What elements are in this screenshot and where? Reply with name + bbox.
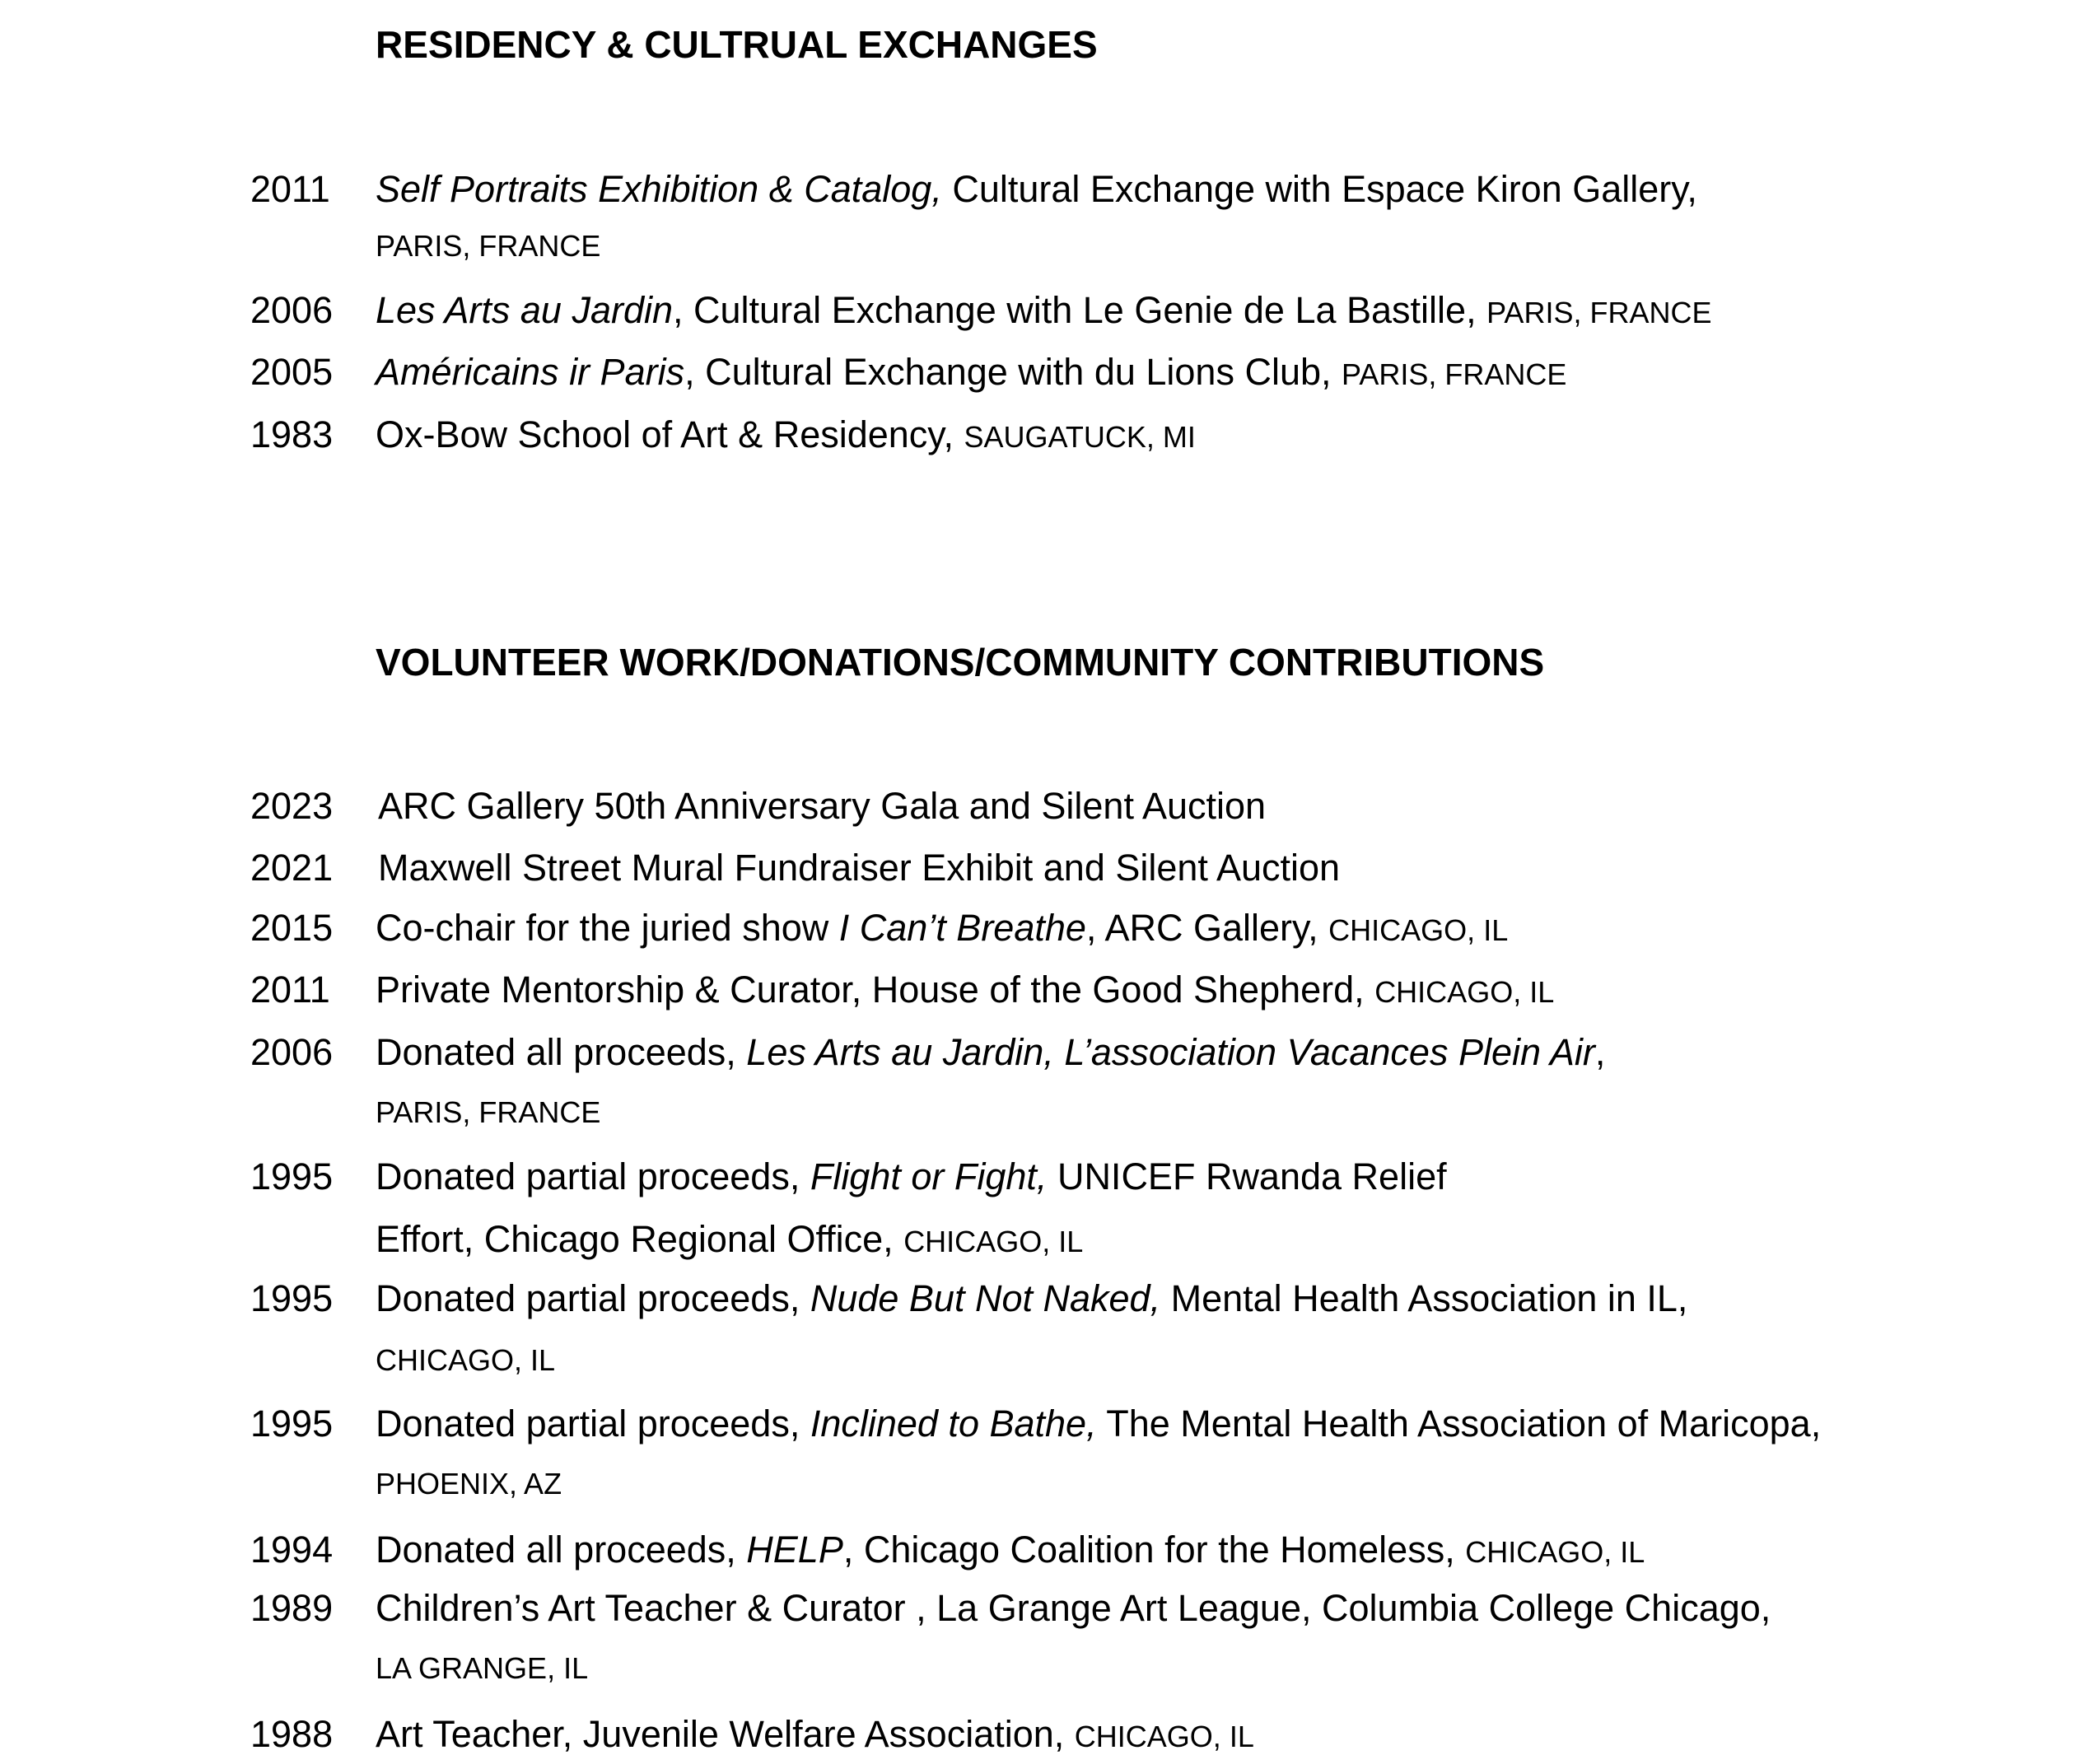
entry-location: LA GRANGE, IL <box>376 1651 589 1685</box>
entry-year: 1995 <box>250 1403 334 1445</box>
entry-location: SAUGATUCK, MI <box>964 420 1196 454</box>
entry-description: Art Teacher, Juvenile Welfare Association, <box>376 1713 1075 1755</box>
entry-year: 1989 <box>250 1587 334 1629</box>
entry-description: Private Mentorship & Curator, House of the Good Shepherd, <box>376 969 1375 1011</box>
section-heading-residency: RESIDENCY & CULTRUAL EXCHANGES <box>376 23 1098 66</box>
entry-location: PARIS, FRANCE <box>376 229 601 263</box>
entry-description: Co-chair for the juried show <box>376 907 839 949</box>
entry-year: 2011 <box>250 969 330 1011</box>
entry-location: PARIS, FRANCE <box>1342 357 1567 391</box>
entry-text <box>376 1277 1688 1319</box>
entry-description: Ox-Bow School of Art & Residency, <box>376 413 964 455</box>
entry-text <box>376 1031 1606 1073</box>
entry-location: PARIS, FRANCE <box>1486 296 1712 329</box>
entry-text <box>376 289 1712 331</box>
work-title: Self Portraits Exhibition & Catalog, <box>376 168 942 210</box>
entry-text <box>376 413 1196 455</box>
work-title: Américains ir Paris <box>376 351 685 393</box>
entry-year: 2015 <box>250 907 334 949</box>
entry-description-2: UNICEF Rwanda Relief <box>1047 1155 1447 1197</box>
entry-location: CHICAGO, IL <box>1328 913 1509 947</box>
entry-text <box>376 969 1555 1011</box>
entry-year: 2005 <box>250 351 334 393</box>
entry-description-2: The Mental Health Association of Maricopa, <box>1096 1403 1822 1445</box>
entry-location: CHICAGO, IL <box>903 1225 1084 1258</box>
entry-description: Maxwell Street Mural Fundraiser Exhibit and Silent Auction <box>378 847 1341 889</box>
entry-description: Donated partial proceeds, <box>376 1277 810 1319</box>
entry-text <box>376 1155 1447 1197</box>
section-heading-volunteer: VOLUNTEER WORK/DONATIONS/COMMUNITY CONTRIBUTIONS <box>376 641 1545 684</box>
entry-year: 1988 <box>250 1713 334 1755</box>
entry-year: 2023 <box>250 785 334 827</box>
entry-year: 2006 <box>250 289 334 331</box>
entry-text <box>376 351 1567 393</box>
entry-text <box>376 1715 1254 1753</box>
entry-location: CHICAGO, IL <box>376 1343 556 1377</box>
work-title: Les Arts au Jardin, L’association Vacances Plein Air <box>746 1031 1595 1073</box>
entry-description: Donated partial proceeds, <box>376 1403 810 1445</box>
entry-location: PARIS, FRANCE <box>376 1095 601 1129</box>
entry-description-2: , <box>1594 1031 1606 1073</box>
entry-text <box>376 1218 1084 1260</box>
entry-year: 1983 <box>250 413 334 455</box>
work-title: Inclined to Bathe, <box>810 1403 1097 1445</box>
entry-text <box>376 1403 1822 1445</box>
entry-year: 1995 <box>250 1277 334 1319</box>
entry-description-cont: Effort, Chicago Regional Office, <box>376 1218 904 1260</box>
entry-description: , Cultural Exchange with du Lions Club, <box>684 351 1342 393</box>
entry-year: 2011 <box>250 168 330 210</box>
entry-description-2: Mental Health Association in IL, <box>1160 1277 1688 1319</box>
work-title: Flight or Fight, <box>810 1155 1048 1197</box>
entry-description: ARC Gallery 50th Anniversary Gala and Silent Auction <box>378 785 1267 827</box>
entry-year: 1994 <box>250 1529 334 1571</box>
entry-location: PHOENIX, AZ <box>376 1467 562 1501</box>
entry-description-2: , Chicago Coalition for the Homeless, <box>842 1529 1466 1571</box>
entry-description: Children’s Art Teacher & Curator , La Grange Art League, Columbia College Chicago, <box>376 1587 1771 1629</box>
entry-description: , Cultural Exchange with Le Genie de La Bastille, <box>673 289 1487 331</box>
entry-description: Donated all proceeds, <box>376 1529 747 1571</box>
entry-location: CHICAGO, IL <box>1465 1535 1645 1569</box>
entry-description-2: , ARC Gallery, <box>1085 907 1329 949</box>
entry-year: 2006 <box>250 1031 334 1073</box>
entry-location: CHICAGO, IL <box>1074 1720 1254 1753</box>
entry-year: 1995 <box>250 1155 334 1197</box>
entry-year: 2021 <box>250 847 334 889</box>
work-title: I Can’t Breathe <box>838 907 1086 949</box>
entry-location: CHICAGO, IL <box>1374 975 1555 1009</box>
entry-description: Donated partial proceeds, <box>376 1155 810 1197</box>
entry-text <box>376 170 1697 208</box>
work-title: Nude But Not Naked, <box>810 1277 1161 1319</box>
entry-text <box>376 1529 1645 1571</box>
entry-text <box>376 907 1509 949</box>
entry-description: Cultural Exchange with Espace Kiron Gallery, <box>941 168 1697 210</box>
work-title: Les Arts au Jardin <box>376 289 674 331</box>
work-title: HELP <box>746 1529 843 1571</box>
entry-description: Donated all proceeds, <box>376 1031 747 1073</box>
